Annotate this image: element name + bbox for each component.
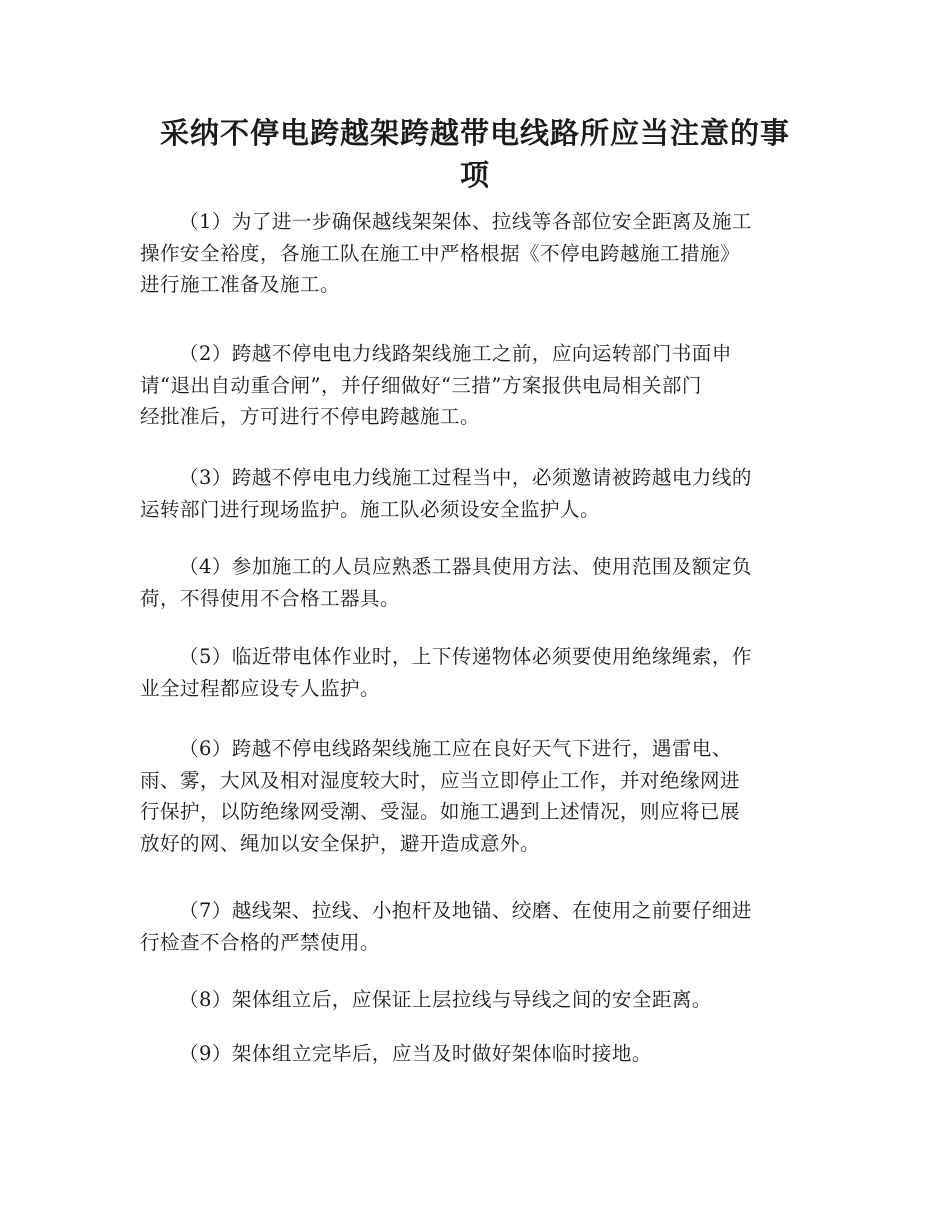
- paragraph-4: [140, 551, 808, 614]
- document-title: [140, 112, 810, 196]
- paragraph-line: （7）越线架、拉线、小抱杆及地锚、绞磨、在使用之前要仔细进: [179, 899, 752, 922]
- paragraph-line: 请“退出自动重合闸”，并仔细做好“三措”方案报供电局相关部门: [140, 373, 702, 397]
- paragraph-line: 业全过程都应设专人监护。: [140, 676, 381, 700]
- paragraph-line: 放好的网、绳加以安全保护，避开造成意外。: [140, 831, 541, 855]
- paragraph-1: [140, 206, 808, 301]
- paragraph-line: 行检查不合格的严禁使用。: [140, 930, 381, 954]
- paragraph-line: 操作安全裕度，各施工队在施工中严格根据《不停电跨越施工措施》: [140, 241, 741, 265]
- paragraph-line: （6）跨越不停电线路架线施工应在良好天气下进行，遇雷电、: [179, 737, 732, 760]
- paragraph-3: [140, 462, 808, 525]
- paragraph-6: [140, 733, 808, 859]
- paragraph-line: 雨、雾，大风及相对湿度较大时，应当立即停止工作，并对绝缘网进: [140, 768, 741, 792]
- paragraph-8: [140, 984, 808, 1016]
- title-line-1: 采纳不停电跨越架跨越带电线路所应当注意的事: [159, 116, 790, 150]
- paragraph-line: （3）跨越不停电电力线施工过程当中，必须邀请被跨越电力线的: [179, 466, 752, 489]
- paragraph-7: [140, 895, 808, 958]
- paragraph-line: 经批准后，方可进行不停电跨越施工。: [140, 405, 481, 428]
- paragraph-2: [140, 338, 808, 433]
- paragraph-line: 行保护，以防绝缘网受潮、受湿。如施工遇到上述情况，则应将已展: [140, 800, 741, 823]
- paragraph-line: 运转部门进行现场监护。施工队必须设安全监护人。: [140, 497, 601, 521]
- paragraph-5: [140, 641, 808, 704]
- paragraph-9: [140, 1038, 808, 1070]
- paragraph-line: （9）架体组立完毕后，应当及时做好架体临时接地。: [179, 1042, 652, 1065]
- paragraph-line: 进行施工准备及施工。: [140, 273, 341, 296]
- paragraph-line: （4）参加施工的人员应熟悉工器具使用方法、使用范围及额定负: [179, 555, 752, 578]
- paragraph-line: （1）为了进一步确保越线架架体、拉线等各部位安全距离及施工: [179, 210, 752, 233]
- paragraph-line: （2）跨越不停电电力线路架线施工之前，应向运转部门书面申: [179, 342, 732, 365]
- title-line-2: 项: [459, 158, 490, 192]
- paragraph-line: （8）架体组立后，应保证上层拉线与导线之间的安全距离。: [179, 988, 712, 1011]
- paragraph-line: （5）临近带电体作业时，上下传递物体必须要使用绝缘绳索，作: [179, 645, 752, 668]
- paragraph-line: 荷，不得使用不合格工器具。: [140, 586, 401, 610]
